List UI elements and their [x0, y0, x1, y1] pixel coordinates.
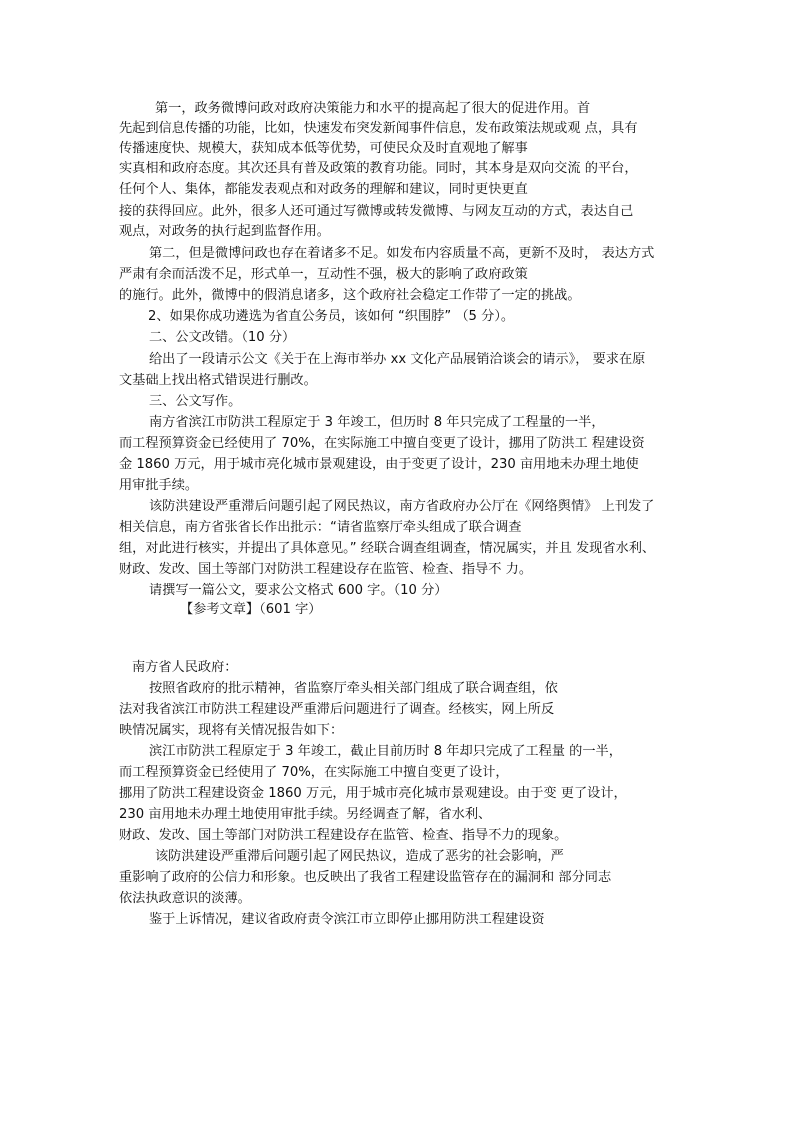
text-line: 2、如果你成功遴选为省直公务员，该如何 “织围脖” （5 分）。	[148, 309, 515, 324]
reference-heading: 【参考文章】（601 字）	[180, 602, 322, 617]
text-line: 该防洪建设严重滞后问题引起了网民热议，南方省政府办公厅在《网络舆情》 上刊发了	[149, 499, 655, 514]
text-line: 第二，但是微博问政也存在着诸多不足。如发布内容质量不高，更新不及时， 表达方式	[149, 246, 655, 261]
text-line: 财政、发改、国土等部门对防洪工程建设存在监管、检查、指导不力的现象。	[119, 828, 568, 843]
text-line: 用审批手续。	[119, 478, 199, 493]
text-line: 挪用了防洪工程建设资金 1860 万元，用于城市亮化城市景观建设。由于变 更了设计，	[119, 786, 627, 801]
text-line: 南方省滨江市防洪工程原定于 3 年竣工，但历时 8 年只完成了工程量的一半，	[149, 415, 605, 430]
text-line: 严肃有余而活泼不足，形式单一，互动性不强，极大的影响了政府政策	[119, 267, 528, 282]
text-line: 二、公文改错。（10 分）	[149, 330, 296, 345]
text-line: 滨江市防洪工程原定于 3 年竣工，截止目前历时 8 年却只完成了工程量 的一半，	[149, 744, 622, 759]
text-line: 任何个人、集体，都能发表观点和对政务的理解和建议，同时更快更直	[119, 182, 528, 197]
text-line: 230 亩用地未办理土地使用审批手续。另经调查了解，省水利、	[119, 807, 492, 822]
text-line: 财政、发改、国土等部门对防洪工程建设存在监管、检查、指导不 力。	[119, 562, 533, 577]
text-line: 鉴于上诉情况，建议省政府责令滨江市立即停止挪用防洪工程建设资	[149, 912, 545, 927]
text-line: 而工程预算资金已经使用了 70%，在实际施工中擅自变更了设计，	[119, 765, 509, 780]
text-line: 给出了一段请示公文《关于在上海市举办 xx 文化产品展销洽谈会的请示》， 要求在原	[149, 352, 646, 367]
text-line: 按照省政府的批示精神，省监察厅牵头相关部门组成了联合调查组，依	[149, 681, 558, 696]
text-line: 先起到信息传播的功能，比如，快速发布突发新闻事件信息，发布政策法规或观 点，具有	[119, 121, 638, 136]
text-line: 第一，政务微博问政对政府决策能力和水平的提高起了很大的促进作用。首	[155, 101, 591, 116]
text-line: 观点，对政务的执行起到监督作用。	[119, 224, 330, 239]
text-line: 金 1860 万元，用于城市亮化城市景观建设，由于变更了设计，230 亩用地未办理土地使	[119, 457, 639, 472]
text-line: 实真相和政府态度。其次还具有普及政策的教育功能。同时，其本身是双向交流 的平台，	[119, 161, 638, 176]
salutation: 南方省人民政府：	[132, 660, 238, 675]
text-line: 重影响了政府的公信力和形象。也反映出了我省工程建设监管存在的漏洞和 部分同志	[119, 870, 612, 885]
text-line: 组，对此进行核实，并提出了具体意见。” 经联合调查组调查，情况属实，并且 发现省水利、	[119, 541, 656, 556]
text-line: 请撰写一篇公文，要求公文格式 600 字。（10 分）	[149, 583, 448, 598]
text-line: 传播速度快、规模大，获知成本低等优势，可使民众及时直观地了解事	[119, 141, 528, 156]
text-line: 映情况属实，现将有关情况报告如下：	[119, 723, 344, 738]
text-line: 而工程预算资金已经使用了 70%，在实际施工中擅自变更了设计，挪用了防洪工 程建设资	[119, 436, 645, 451]
text-line: 的施行。此外，微博中的假消息诸多，这个政府社会稳定工作带了一定的挑战。	[119, 288, 581, 303]
text-line: 相关信息，南方省张省长作出批示：“请省监察厅牵头组成了联合调查	[119, 520, 522, 535]
text-line: 文基础上找出格式错误进行删改。	[119, 373, 317, 388]
text-line: 接的获得回应。此外，很多人还可通过写微博或转发微博、与网友互动的方式，表达自己	[119, 204, 634, 219]
text-line: 依法执政意识的淡薄。	[119, 891, 251, 906]
text-line: 三、公文写作。	[149, 394, 242, 409]
text-line: 该防洪建设严重滞后问题引起了网民热议，造成了恶劣的社会影响，严	[155, 849, 564, 864]
text-line: 法对我省滨江市防洪工程建设严重滞后问题进行了调查。经核实，网上所反	[119, 702, 555, 717]
